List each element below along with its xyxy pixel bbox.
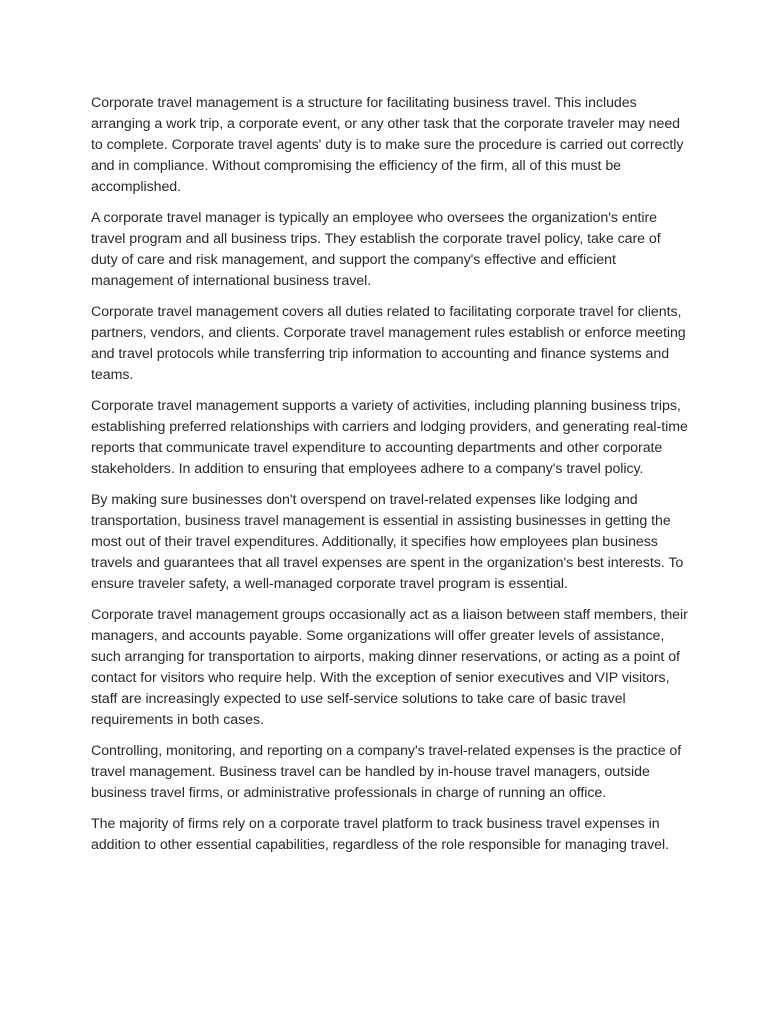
paragraph-8: The majority of firms rely on a corporate travel platform to track business travel expenses in addition to other essential capabilities, regardless of the role responsible for managing travel. [91,816,669,853]
paragraph-2: A corporate travel manager is typically an employee who oversees the organization's entire travel program and all business trips. They establish the corporate travel policy, take care of duty of care and risk management, and support the company's effective and efficient management of international business travel. [91,210,661,289]
paragraph-4: Corporate travel management supports a variety of activities, including planning business trips, establishing preferred relationships with carriers and lodging providers, and generating real-time reports that communicate travel expenditure to accounting departments and other corporate stakeholders. In addition to ensuring that employees adhere to a company's travel policy. [91,398,688,477]
paragraph-1: Corporate travel management is a structure for facilitating business travel. This includes arranging a work trip, a corporate event, or any other task that the corporate traveler may need to complete. Corporate travel agents' duty is to make sure the procedure is carried out correctly and in compliance. Without compromising the efficiency of the firm, all of this must be accomplished. [91,95,684,195]
document-body [91,93,689,866]
paragraph-7: Controlling, monitoring, and reporting on a company's travel-related expenses is the practice of travel management. Business travel can be handled by in-house travel managers, outside business travel firms, or administrative professionals in charge of running an office. [91,743,682,801]
paragraph-3: Corporate travel management covers all duties related to facilitating corporate travel for clients, partners, vendors, and clients. Corporate travel management rules establish or enforce meeting and travel protocols while transferring trip information to accounting and finance systems and teams. [91,304,686,383]
paragraph-6: Corporate travel management groups occasionally act as a liaison between staff members, their managers, and accounts payable. Some organizations will offer greater levels of assistance, such arranging for transportation to airports, making dinner reservations, or acting as a point of contact for visitors who require help. With the exception of senior executives and VIP visitors, staff are increasingly expected to use self-service solutions to take care of basic travel requirements in both cases. [91,607,688,728]
paragraph-5: By making sure businesses don't overspend on travel-related expenses like lodging and transportation, business travel management is essential in assisting businesses in getting the most out of their travel expenditures. Additionally, it specifies how employees plan business travels and guarantees that all travel expenses are spent in the organization's best interests. To ensure traveler safety, a well-managed corporate travel program is essential. [91,492,684,592]
